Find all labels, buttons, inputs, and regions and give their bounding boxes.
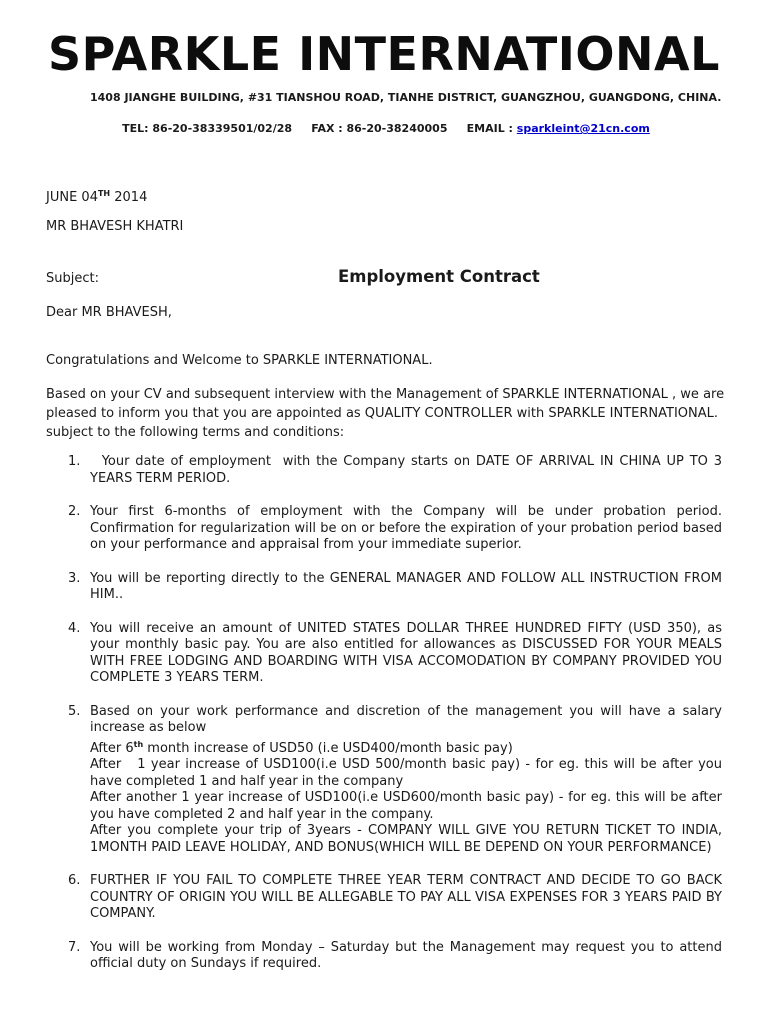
term-text: You will be reporting directly to the GENERAL MANAGER AND FOLLOW ALL INSTRUCTION FROM HIM..	[90, 570, 722, 602]
term-number: 2.	[68, 504, 81, 519]
increase-after-1-year: After 1 year increase of USD100(i.e USD 500/month basic pay) - for eg. this will be after you have completed 1 and half year in the company	[90, 757, 727, 789]
letter-date	[46, 186, 147, 206]
term-text: You will receive an amount of UNITED STATES DOLLAR THREE HUNDRED FIFTY (USD 350), as your monthly basic pay. You are also entitled for allowances as DISCUSSED FOR YOUR MEALS WITH FREE LODGING AND BOARDING WITH VISA ACCOMODATION BY COMPANY PROVIDED YOU COMPLETE 3 YEARS TERM.	[90, 620, 722, 685]
term-text: FURTHER IF YOU FAIL TO COMPLETE THREE YEAR TERM CONTRACT AND DECIDE TO GO BACK COUNTRY OF ORIGIN YOU WILL BE ALLEGABLE TO PAY ALL VISA EXPENSES FOR 3 YEARS PAID BY COMPANY.	[90, 873, 722, 921]
increase-6m-prefix: After 6	[90, 740, 134, 756]
term-number: 6.	[68, 873, 81, 888]
increase-6m-rest: month increase of USD50 (i.e USD400/month basic pay)	[143, 740, 513, 756]
fax: FAX : 86-20-38240005	[311, 122, 448, 135]
term-number: 1.	[68, 454, 81, 469]
term-item	[46, 504, 722, 554]
term-text: Your first 6-months of employment with the Company will be under probation period. Confirmation for regularization will be on or before the expiration of your probation period based on your performance and appraisal from your immediate superior.	[90, 504, 722, 552]
subject-title: Employment Contract	[338, 267, 540, 286]
term-item	[46, 940, 722, 973]
salutation: Dear MR BHAVESH,	[46, 305, 172, 320]
company-address: 1408 JIANGHE BUILDING, #31 TIANSHOU ROAD, TIANHE DISTRICT, GUANGZHOU, GUANGDONG, CHINA.	[90, 91, 722, 104]
intro-paragraph: Based on your CV and subsequent interview with the Management of SPARKLE INTERNATIONAL , we are pleased to inform you that you are appointed as QUALITY CONTROLLER with SPARKLE INTERNATIONAL. subject to the following terms and conditions:	[46, 387, 725, 440]
congratulations-line: Congratulations and Welcome to SPARKLE INTERNATIONAL.	[46, 353, 433, 368]
increase-after-6-months	[90, 737, 722, 758]
term-item	[46, 703, 727, 857]
term-item	[46, 571, 722, 604]
company-name: SPARKLE INTERNATIONAL	[48, 27, 720, 81]
date-day: JUNE 04	[46, 190, 98, 205]
term-item	[46, 454, 727, 487]
term-item	[46, 621, 722, 687]
email-link[interactable]: sparkleint@21cn.com	[516, 122, 650, 135]
contact-line	[46, 121, 726, 137]
date-ordinal: TH	[97, 189, 111, 198]
increase-6m-ordinal: th	[133, 739, 144, 749]
increase-after-another-year: After another 1 year increase of USD100(i.e USD600/month basic pay) - for eg. this will be after you have completed 2 and half year in the company.	[90, 790, 722, 822]
term-number: 3.	[68, 570, 81, 586]
term-number: 5.	[68, 703, 81, 719]
terms-list	[46, 454, 727, 990]
term-number: 4.	[68, 620, 81, 636]
telephone: TEL: 86-20-38339501/02/28	[122, 122, 293, 135]
term-text: Based on your work performance and discretion of the management you will have a salary increase as below	[90, 703, 722, 735]
term-number: 7.	[68, 939, 81, 955]
date-year: 2014	[110, 190, 148, 205]
subject-label: Subject:	[46, 271, 99, 286]
benefit-after-trip: After you complete your trip of 3years - COMPANY WILL GIVE YOU RETURN TICKET TO INDIA, 1MONTH PAID LEAVE HOLIDAY, AND BONUS(WHICH WILL BE DEPEND ON YOUR PERFORMANCE)	[90, 823, 722, 855]
term-text: Your date of employment with the Company starts on DATE OF ARRIVAL IN CHINA UP TO 3 YEARS TERM PERIOD.	[90, 454, 727, 486]
term-text: You will be working from Monday – Saturday but the Management may request you to attend official duty on Sundays if required.	[90, 939, 722, 971]
term-item	[46, 873, 722, 923]
recipient-name: MR BHAVESH KHATRI	[46, 219, 184, 234]
email-label: EMAIL :	[466, 122, 513, 135]
